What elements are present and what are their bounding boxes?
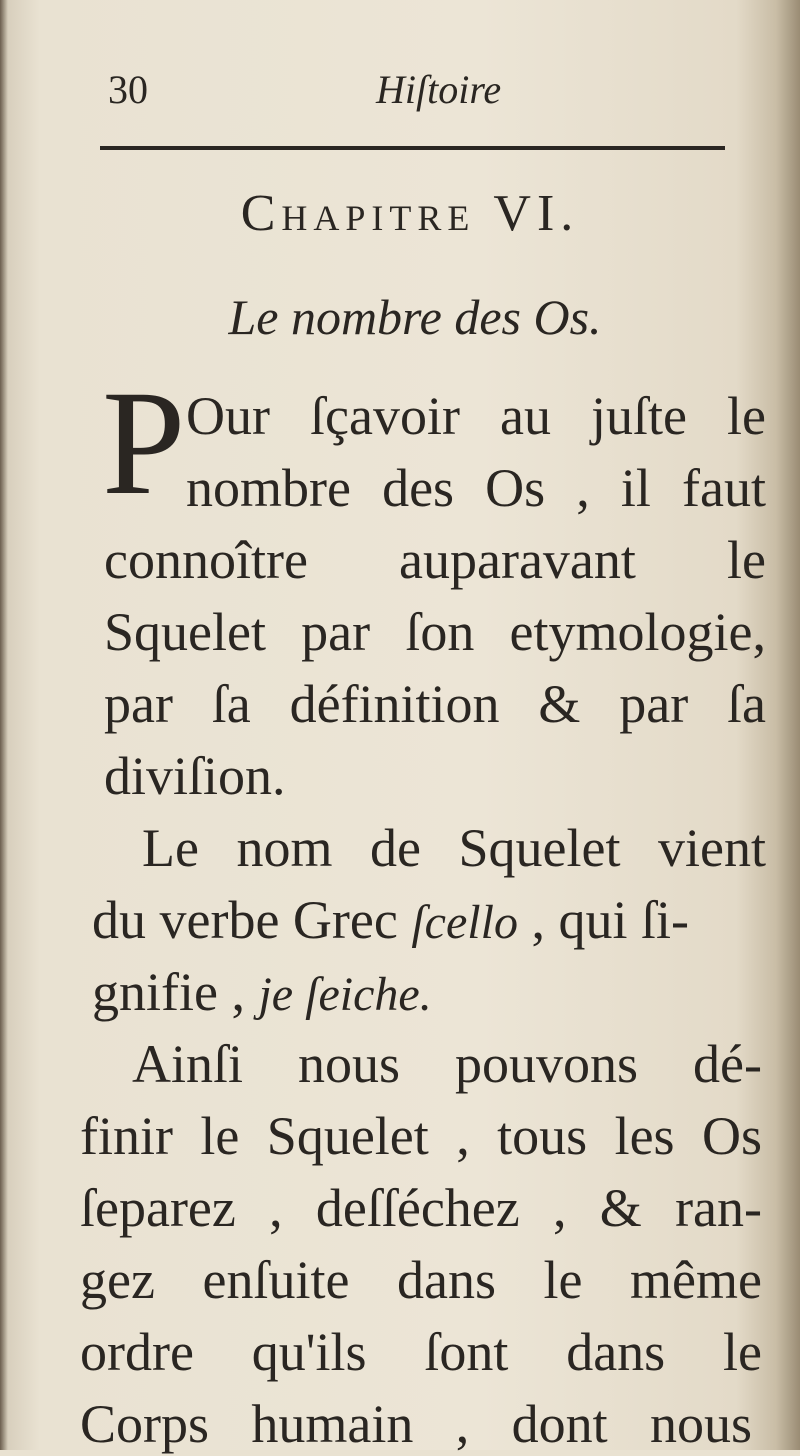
text-line	[92, 960, 432, 1027]
text-line: finir le Squelet , tous les Os	[80, 1106, 762, 1166]
text-line: ſeparez , deſſéchez , & ran-	[80, 1178, 762, 1238]
text-line: Le nom de Squelet vient	[142, 818, 766, 878]
chapter-title: Le nombre des Os.	[228, 289, 602, 345]
running-header	[108, 66, 738, 126]
text-line: Squelet par ſon etymologie,	[104, 602, 766, 662]
text-line: Our ſçavoir au juſte le	[186, 386, 766, 446]
text-line: ordre qu'ils ſont dans le	[80, 1322, 762, 1382]
text-line: connoître auparavant le	[104, 530, 766, 590]
running-title: Hiſtoire	[376, 67, 502, 112]
page-number: 30	[108, 67, 148, 112]
translation: je ſeiche.	[258, 968, 432, 1021]
greek-word: ſcello	[411, 896, 518, 949]
text-segment: gnifie ,	[92, 962, 245, 1022]
header-rule	[100, 146, 725, 150]
drop-cap: P	[102, 360, 186, 526]
text-line	[92, 888, 766, 955]
chapter-heading: Chapitre VI.	[240, 185, 580, 242]
text-line: diviſion.	[104, 746, 286, 806]
text-segment: , qui ſi-	[531, 890, 689, 950]
text-line: Ainſi nous pouvons dé-	[132, 1034, 762, 1094]
text-segment: du verbe Grec	[92, 890, 398, 950]
text-line: nombre des Os , il faut	[186, 458, 766, 518]
text-line: gez enſuite dans le même	[80, 1250, 762, 1310]
text-line: Corps humain , dont nous	[80, 1394, 752, 1454]
text-line: par ſa définition & par ſa	[104, 674, 766, 734]
